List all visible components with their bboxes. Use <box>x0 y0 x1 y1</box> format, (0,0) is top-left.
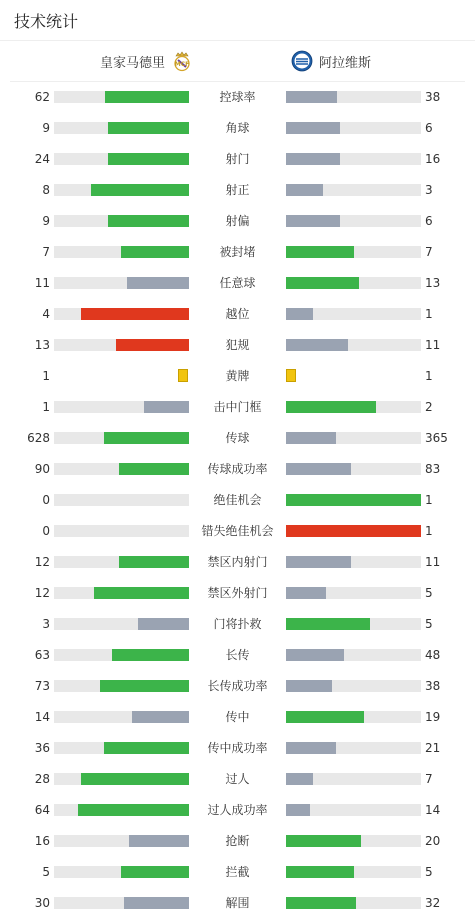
away-stat-bar-fill <box>286 215 340 227</box>
away-stat-value: 1 <box>425 369 433 383</box>
stat-label: 长传 <box>225 648 250 662</box>
home-team[interactable] <box>100 41 193 81</box>
divider <box>10 81 465 82</box>
away-stat-bar-fill <box>286 91 337 103</box>
away-stat-value: 38 <box>425 90 441 104</box>
stat-row <box>0 180 475 200</box>
away-stat-value: 7 <box>425 245 433 259</box>
stat-label: 黄牌 <box>225 369 250 383</box>
stat-row <box>0 769 475 789</box>
home-stat-value: 63 <box>34 648 50 662</box>
home-stat-bar <box>54 153 189 165</box>
home-stat-bar-fill <box>129 835 189 847</box>
away-stat-value: 11 <box>425 338 441 352</box>
home-stat-bar-fill <box>104 742 189 754</box>
stat-label: 抢断 <box>225 834 250 848</box>
away-stat-bar <box>286 649 421 661</box>
teams-header <box>0 41 475 81</box>
home-stat-bar <box>54 711 189 723</box>
home-stat-value: 628 <box>27 431 50 445</box>
home-stat-bar <box>54 494 189 506</box>
away-stat-bar <box>286 215 421 227</box>
away-stat-value: 6 <box>425 121 433 135</box>
away-team[interactable] <box>291 41 371 81</box>
away-stat-bar-fill <box>286 246 354 258</box>
home-stat-value: 1 <box>42 400 50 414</box>
stat-row <box>0 118 475 138</box>
away-stat-bar <box>286 773 421 785</box>
home-stat-value: 8 <box>42 183 50 197</box>
away-stat-value: 1 <box>425 524 433 538</box>
home-stat-bar <box>54 308 189 320</box>
home-stat-bar <box>54 742 189 754</box>
away-stat-bar <box>286 339 421 351</box>
stat-label: 传中 <box>225 710 250 724</box>
away-stat-bar <box>286 184 421 196</box>
home-stat-bar-fill <box>94 587 189 599</box>
away-stat-value: 5 <box>425 865 433 879</box>
away-stat-value: 365 <box>425 431 448 445</box>
home-stat-bar-fill <box>104 432 189 444</box>
home-stat-bar <box>54 835 189 847</box>
stat-label: 击中门框 <box>213 400 262 414</box>
away-stat-value: 83 <box>425 462 441 476</box>
home-stat-bar <box>54 866 189 878</box>
page-header <box>0 0 475 41</box>
stat-label: 错失绝佳机会 <box>201 524 274 538</box>
away-team-name: 阿拉维斯 <box>319 55 372 71</box>
home-stat-bar <box>54 525 189 537</box>
stat-label: 拦截 <box>225 865 250 879</box>
away-stat-value: 38 <box>425 679 441 693</box>
stat-row <box>0 149 475 169</box>
stat-row <box>0 428 475 448</box>
home-stat-bar-fill <box>119 556 189 568</box>
home-stat-bar-fill <box>144 401 189 413</box>
home-stat-bar-fill <box>138 618 189 630</box>
away-stat-value: 21 <box>425 741 441 755</box>
away-stat-bar-fill <box>286 525 421 537</box>
stat-label: 过人成功率 <box>207 803 268 817</box>
real-madrid-crest-icon <box>171 50 193 72</box>
home-stat-bar <box>54 122 189 134</box>
home-stat-value: 64 <box>34 803 50 817</box>
home-stat-value: 12 <box>34 586 50 600</box>
away-stat-bar <box>286 122 421 134</box>
svg-text:MCF: MCF <box>174 61 190 68</box>
away-stat-bar-fill <box>286 184 323 196</box>
home-stat-bar-fill <box>81 773 189 785</box>
stat-row <box>0 521 475 541</box>
home-stat-value: 12 <box>34 555 50 569</box>
stat-label: 被封堵 <box>219 245 256 259</box>
home-team-name: 皇家马德里 <box>100 55 166 71</box>
home-stat-bar <box>54 897 189 909</box>
stat-label: 门将扑救 <box>213 617 262 631</box>
home-stat-bar <box>54 432 189 444</box>
stat-label: 犯规 <box>225 338 250 352</box>
home-stat-value: 24 <box>34 152 50 166</box>
home-stat-value: 16 <box>34 834 50 848</box>
home-stat-bar-fill <box>121 246 189 258</box>
away-stat-bar <box>286 277 421 289</box>
home-stat-bar <box>54 773 189 785</box>
home-stat-value: 3 <box>42 617 50 631</box>
home-stat-value: 1 <box>42 369 50 383</box>
away-stat-bar-fill <box>286 618 370 630</box>
home-stat-value: 28 <box>34 772 50 786</box>
away-stat-bar-fill <box>286 432 336 444</box>
away-stat-bar-fill <box>286 680 332 692</box>
away-stat-bar <box>286 742 421 754</box>
away-stat-bar-fill <box>286 494 421 506</box>
away-stat-bar <box>286 835 421 847</box>
home-stat-value: 90 <box>34 462 50 476</box>
home-stat-bar-fill <box>81 308 189 320</box>
stat-label: 射门 <box>225 152 250 166</box>
alaves-crest-icon <box>291 50 313 72</box>
home-stat-bar <box>54 277 189 289</box>
stat-label: 射正 <box>225 183 250 197</box>
stat-row <box>0 366 475 386</box>
stat-label: 传中成功率 <box>207 741 268 755</box>
stat-row <box>0 893 475 913</box>
away-stat-value: 5 <box>425 617 433 631</box>
stat-row <box>0 831 475 851</box>
away-stat-bar-fill <box>286 711 364 723</box>
home-stat-bar-fill <box>121 866 189 878</box>
home-stat-bar <box>54 618 189 630</box>
home-stat-value: 73 <box>34 679 50 693</box>
home-stat-bar-fill <box>132 711 189 723</box>
away-stat-bar <box>286 556 421 568</box>
home-stat-bar <box>54 215 189 227</box>
stat-row <box>0 552 475 572</box>
away-stat-value: 14 <box>425 803 441 817</box>
home-stat-bar-fill <box>108 153 189 165</box>
away-stat-bar <box>286 866 421 878</box>
away-stat-bar <box>286 308 421 320</box>
page-title: 技术统计 <box>14 11 79 31</box>
away-stat-value: 3 <box>425 183 433 197</box>
away-stat-bar <box>286 153 421 165</box>
away-stat-bar <box>286 525 421 537</box>
away-stat-bar <box>286 711 421 723</box>
home-stat-bar <box>54 339 189 351</box>
away-stat-value: 19 <box>425 710 441 724</box>
away-stat-bar-fill <box>286 463 351 475</box>
stat-row <box>0 707 475 727</box>
home-stat-bar <box>54 246 189 258</box>
stat-row <box>0 490 475 510</box>
home-stat-bar <box>54 463 189 475</box>
away-stat-bar-fill <box>286 804 310 816</box>
home-stat-value: 9 <box>42 214 50 228</box>
stat-row <box>0 645 475 665</box>
away-stat-bar <box>286 432 421 444</box>
away-stat-bar-fill <box>286 308 313 320</box>
stat-row <box>0 335 475 355</box>
home-stat-value: 5 <box>42 865 50 879</box>
away-stat-bar-fill <box>286 277 359 289</box>
home-stat-value: 0 <box>42 493 50 507</box>
away-stat-value: 5 <box>425 586 433 600</box>
away-stat-value: 11 <box>425 555 441 569</box>
away-stat-value: 1 <box>425 493 433 507</box>
home-stat-bar <box>54 556 189 568</box>
stat-label: 解围 <box>225 896 250 910</box>
stat-label: 禁区外射门 <box>207 586 268 600</box>
stat-row <box>0 862 475 882</box>
home-stat-value: 0 <box>42 524 50 538</box>
stat-row <box>0 676 475 696</box>
home-stat-bar-fill <box>119 463 189 475</box>
away-stat-value: 48 <box>425 648 441 662</box>
away-stat-bar-fill <box>286 742 336 754</box>
home-stat-bar-fill <box>78 804 189 816</box>
yellow-card-icon <box>178 369 188 382</box>
away-stat-bar <box>286 587 421 599</box>
away-stat-bar <box>286 804 421 816</box>
stat-label: 越位 <box>225 307 250 321</box>
away-stat-bar-fill <box>286 401 376 413</box>
home-stat-bar <box>54 184 189 196</box>
stat-label: 任意球 <box>219 276 256 290</box>
away-stat-bar-fill <box>286 587 326 599</box>
stat-row <box>0 738 475 758</box>
home-stat-value: 4 <box>42 307 50 321</box>
home-stat-value: 14 <box>34 710 50 724</box>
home-stat-bar-fill <box>100 680 189 692</box>
away-stat-bar-fill <box>286 153 340 165</box>
away-stat-value: 1 <box>425 307 433 321</box>
away-stat-value: 2 <box>425 400 433 414</box>
home-stat-bar-fill <box>124 897 189 909</box>
away-stat-value: 6 <box>425 214 433 228</box>
stat-label: 过人 <box>225 772 250 786</box>
home-stat-bar-fill <box>112 649 189 661</box>
home-stat-bar <box>54 804 189 816</box>
home-stat-bar-fill <box>127 277 189 289</box>
stat-label: 控球率 <box>219 90 256 104</box>
home-stat-bar-fill <box>91 184 189 196</box>
away-stat-value: 13 <box>425 276 441 290</box>
home-stat-bar <box>54 680 189 692</box>
stat-row <box>0 304 475 324</box>
away-stat-bar <box>286 494 421 506</box>
away-stat-bar <box>286 401 421 413</box>
stat-label: 射偏 <box>225 214 250 228</box>
away-stat-value: 20 <box>425 834 441 848</box>
stat-label: 绝佳机会 <box>213 493 262 507</box>
away-stat-value: 16 <box>425 152 441 166</box>
stat-row <box>0 614 475 634</box>
home-stat-bar <box>54 587 189 599</box>
home-stat-bar <box>54 401 189 413</box>
stat-label: 传球成功率 <box>207 462 268 476</box>
home-stat-bar <box>54 91 189 103</box>
away-stat-bar-fill <box>286 556 351 568</box>
away-stat-bar-fill <box>286 122 340 134</box>
stat-row <box>0 800 475 820</box>
stat-label: 长传成功率 <box>207 679 268 693</box>
stat-row <box>0 87 475 107</box>
stat-row <box>0 242 475 262</box>
away-stat-bar <box>286 463 421 475</box>
away-stat-value: 7 <box>425 772 433 786</box>
away-stat-bar <box>286 618 421 630</box>
away-stat-bar-fill <box>286 835 361 847</box>
stat-row <box>0 211 475 231</box>
away-stat-bar <box>286 91 421 103</box>
away-stat-value: 32 <box>425 896 441 910</box>
home-stat-value: 11 <box>34 276 50 290</box>
home-stat-value: 9 <box>42 121 50 135</box>
home-stat-value: 30 <box>34 896 50 910</box>
away-stat-bar-fill <box>286 866 354 878</box>
yellow-card-icon <box>286 369 296 382</box>
away-stat-bar-fill <box>286 897 356 909</box>
away-stat-bar-fill <box>286 339 348 351</box>
away-stat-bar <box>286 897 421 909</box>
home-stat-bar-fill <box>108 122 189 134</box>
away-stat-bar-fill <box>286 649 344 661</box>
stat-row <box>0 459 475 479</box>
away-stat-bar <box>286 246 421 258</box>
stat-row <box>0 273 475 293</box>
home-stat-bar-fill <box>105 91 189 103</box>
home-stat-value: 36 <box>34 741 50 755</box>
stat-label: 角球 <box>225 121 250 135</box>
stat-label: 禁区内射门 <box>207 555 268 569</box>
stat-row <box>0 397 475 417</box>
home-stat-bar <box>54 649 189 661</box>
home-stat-value: 62 <box>34 90 50 104</box>
home-stat-value: 7 <box>42 245 50 259</box>
home-stat-bar-fill <box>116 339 189 351</box>
stat-label: 传球 <box>225 431 250 445</box>
away-stat-bar-fill <box>286 773 313 785</box>
home-stat-value: 13 <box>34 338 50 352</box>
home-stat-bar-fill <box>108 215 189 227</box>
stat-row <box>0 583 475 603</box>
away-stat-bar <box>286 680 421 692</box>
